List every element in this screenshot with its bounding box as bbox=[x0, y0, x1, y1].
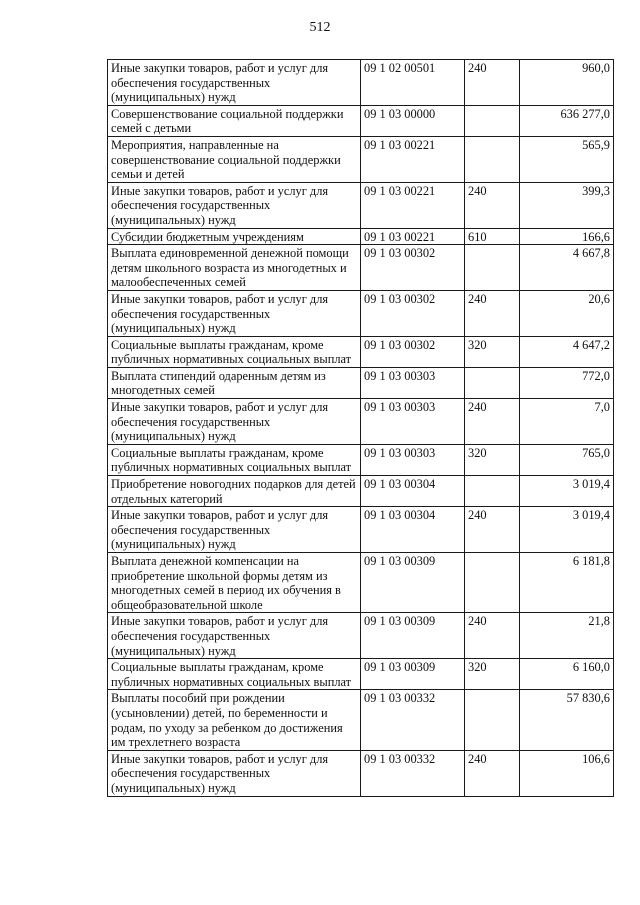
table-row bbox=[108, 613, 614, 659]
row-type-cell: 320 bbox=[465, 336, 520, 367]
page-number: 512 bbox=[309, 20, 331, 35]
row-code-cell: 09 1 03 00304 bbox=[361, 507, 465, 553]
row-sum-cell: 565,9 bbox=[520, 136, 614, 182]
table-row bbox=[108, 105, 614, 136]
row-code-cell: 09 1 03 00302 bbox=[361, 245, 465, 291]
row-code-cell: 09 1 03 00302 bbox=[361, 336, 465, 367]
row-name-cell: Социальные выплаты гражданам, кроме публичных нормативных социальных выплат bbox=[108, 336, 361, 367]
row-code-cell: 09 1 03 00303 bbox=[361, 367, 465, 398]
row-name-cell: Субсидии бюджетным учреждениям bbox=[108, 228, 361, 245]
row-name-cell: Выплата стипендий одаренным детям из многодетных семей bbox=[108, 367, 361, 398]
row-code-cell: 09 1 03 00000 bbox=[361, 105, 465, 136]
table-row bbox=[108, 399, 614, 445]
row-code-cell: 09 1 03 00304 bbox=[361, 476, 465, 507]
table-row bbox=[108, 290, 614, 336]
row-code-cell: 09 1 03 00332 bbox=[361, 690, 465, 750]
row-name-cell: Социальные выплаты гражданам, кроме публичных нормативных социальных выплат bbox=[108, 444, 361, 475]
row-code-cell: 09 1 03 00309 bbox=[361, 659, 465, 690]
table-row bbox=[108, 228, 614, 245]
table-row bbox=[108, 367, 614, 398]
row-sum-cell: 6 181,8 bbox=[520, 553, 614, 613]
row-sum-cell: 3 019,4 bbox=[520, 507, 614, 553]
row-name-cell: Выплата денежной компенсации на приобретение школьной формы детям из многодетных семей в период их обучения в общеобразовательной школе bbox=[108, 553, 361, 613]
row-type-cell bbox=[465, 690, 520, 750]
row-name-cell: Выплата единовременной денежной помощи детям школьного возраста из многодетных и малообеспеченных семей bbox=[108, 245, 361, 291]
row-type-cell bbox=[465, 136, 520, 182]
table-row bbox=[108, 476, 614, 507]
row-type-cell: 240 bbox=[465, 290, 520, 336]
row-sum-cell: 399,3 bbox=[520, 182, 614, 228]
row-type-cell bbox=[465, 245, 520, 291]
table-row bbox=[108, 750, 614, 796]
row-sum-cell: 106,6 bbox=[520, 750, 614, 796]
row-sum-cell: 636 277,0 bbox=[520, 105, 614, 136]
row-sum-cell: 772,0 bbox=[520, 367, 614, 398]
row-type-cell: 240 bbox=[465, 60, 520, 106]
row-name-cell: Иные закупки товаров, работ и услуг для обеспечения государственных (муниципальных) нужд bbox=[108, 507, 361, 553]
row-name-cell: Иные закупки товаров, работ и услуг для обеспечения государственных (муниципальных) нужд bbox=[108, 60, 361, 106]
row-sum-cell: 21,8 bbox=[520, 613, 614, 659]
row-sum-cell: 7,0 bbox=[520, 399, 614, 445]
table-row bbox=[108, 659, 614, 690]
table-row bbox=[108, 182, 614, 228]
row-sum-cell: 20,6 bbox=[520, 290, 614, 336]
row-code-cell: 09 1 03 00302 bbox=[361, 290, 465, 336]
row-code-cell: 09 1 03 00303 bbox=[361, 399, 465, 445]
row-type-cell: 240 bbox=[465, 399, 520, 445]
table-row bbox=[108, 444, 614, 475]
row-sum-cell: 4 667,8 bbox=[520, 245, 614, 291]
table-row bbox=[108, 690, 614, 750]
row-code-cell: 09 1 03 00309 bbox=[361, 553, 465, 613]
row-code-cell: 09 1 03 00303 bbox=[361, 444, 465, 475]
table-row bbox=[108, 245, 614, 291]
row-sum-cell: 960,0 bbox=[520, 60, 614, 106]
row-name-cell: Иные закупки товаров, работ и услуг для обеспечения государственных (муниципальных) нужд bbox=[108, 182, 361, 228]
row-code-cell: 09 1 03 00221 bbox=[361, 228, 465, 245]
row-sum-cell: 4 647,2 bbox=[520, 336, 614, 367]
row-name-cell: Приобретение новогодних подарков для детей отдельных категорий bbox=[108, 476, 361, 507]
row-type-cell bbox=[465, 553, 520, 613]
row-name-cell: Иные закупки товаров, работ и услуг для обеспечения государственных (муниципальных) нужд bbox=[108, 399, 361, 445]
table-row bbox=[108, 553, 614, 613]
budget-table bbox=[107, 59, 614, 797]
row-type-cell bbox=[465, 476, 520, 507]
row-code-cell: 09 1 03 00221 bbox=[361, 136, 465, 182]
row-type-cell bbox=[465, 367, 520, 398]
row-code-cell: 09 1 03 00309 bbox=[361, 613, 465, 659]
row-name-cell: Иные закупки товаров, работ и услуг для обеспечения государственных (муниципальных) нужд bbox=[108, 613, 361, 659]
row-sum-cell: 765,0 bbox=[520, 444, 614, 475]
row-type-cell: 320 bbox=[465, 444, 520, 475]
row-type-cell: 240 bbox=[465, 182, 520, 228]
row-type-cell: 240 bbox=[465, 507, 520, 553]
table-row bbox=[108, 60, 614, 106]
row-name-cell: Мероприятия, направленные на совершенствование социальной поддержки семьи и детей bbox=[108, 136, 361, 182]
row-name-cell: Иные закупки товаров, работ и услуг для обеспечения государственных (муниципальных) нужд bbox=[108, 290, 361, 336]
row-name-cell: Иные закупки товаров, работ и услуг для обеспечения государственных (муниципальных) нужд bbox=[108, 750, 361, 796]
table-row bbox=[108, 136, 614, 182]
row-sum-cell: 6 160,0 bbox=[520, 659, 614, 690]
budget-table-body bbox=[108, 60, 614, 797]
row-sum-cell: 3 019,4 bbox=[520, 476, 614, 507]
row-name-cell: Совершенствование социальной поддержки семей с детьми bbox=[108, 105, 361, 136]
row-type-cell bbox=[465, 105, 520, 136]
row-sum-cell: 166,6 bbox=[520, 228, 614, 245]
row-type-cell: 320 bbox=[465, 659, 520, 690]
table-row bbox=[108, 507, 614, 553]
row-type-cell: 240 bbox=[465, 750, 520, 796]
row-type-cell: 610 bbox=[465, 228, 520, 245]
row-sum-cell: 57 830,6 bbox=[520, 690, 614, 750]
row-code-cell: 09 1 02 00501 bbox=[361, 60, 465, 106]
row-name-cell: Социальные выплаты гражданам, кроме публичных нормативных социальных выплат bbox=[108, 659, 361, 690]
row-code-cell: 09 1 03 00221 bbox=[361, 182, 465, 228]
table-row bbox=[108, 336, 614, 367]
row-name-cell: Выплаты пособий при рождении (усыновлении) детей, по беременности и родам, по уходу за ребенком до достижения им трехлетнего возраста bbox=[108, 690, 361, 750]
row-code-cell: 09 1 03 00332 bbox=[361, 750, 465, 796]
row-type-cell: 240 bbox=[465, 613, 520, 659]
